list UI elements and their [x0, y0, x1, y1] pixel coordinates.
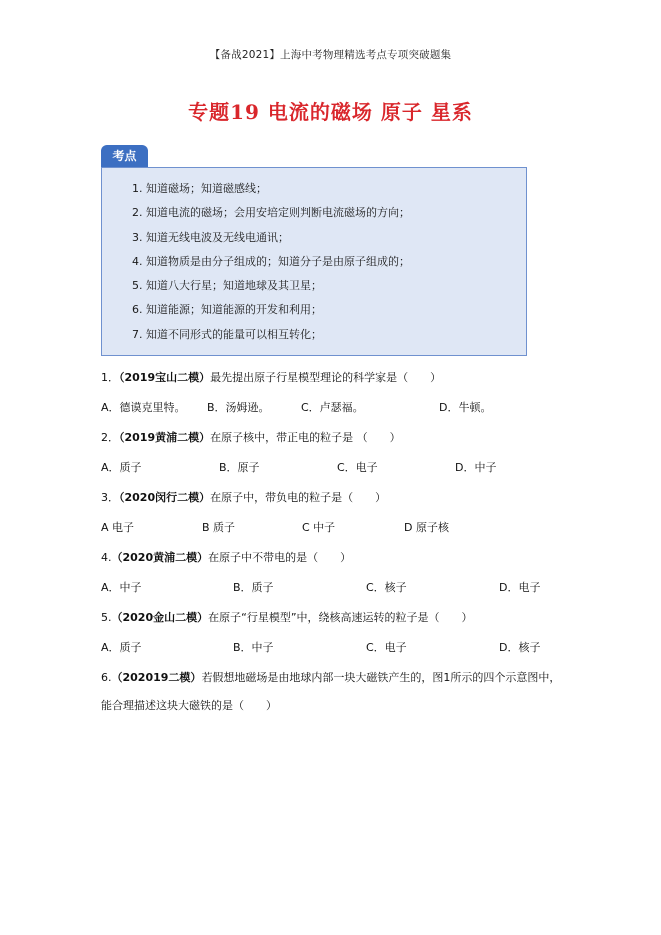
kaodian-tag: 考点	[101, 145, 148, 167]
option-b: B．原子	[219, 461, 260, 474]
kaodian-list	[132, 177, 410, 347]
question-5-options	[101, 639, 561, 655]
option-a: A．质子	[101, 461, 142, 474]
question-6-line-2: 能合理描述这块大磁铁的是（ ）	[101, 699, 277, 712]
option-b: B．质子	[233, 581, 274, 594]
option-a: A 电子	[101, 521, 135, 534]
question-1-options	[101, 399, 561, 415]
kaodian-item: 3. 知道无线电波及无线电通讯；	[132, 230, 289, 244]
kaodian-item: 1. 知道磁场；知道磁感线；	[132, 182, 267, 195]
question-5: 5.（2020金山二模）在原子“行星模型”中，绕核高速运转的粒子是（ ）	[101, 611, 473, 624]
option-c: C．卢瑟福。	[301, 401, 364, 414]
option-d: D．中子	[455, 461, 497, 474]
option-a: A．质子	[101, 641, 142, 654]
question-1: 1．（2019宝山二模）最先提出原子行星模型理论的科学家是（ ）	[101, 371, 442, 384]
question-3: 3．（2020闵行二模）在原子中，带负电的粒子是（ ）	[101, 491, 387, 504]
question-4-options	[101, 579, 561, 595]
option-c: C．电子	[366, 641, 407, 654]
option-c: C．电子	[337, 461, 378, 474]
question-6: 6.（202019二模）若假想地磁场是由地球内部一块大磁铁产生的，图1所示的四个示意图中，	[101, 671, 561, 684]
option-c: C 中子	[302, 521, 336, 534]
kaodian-item: 5. 知道八大行星；知道地球及其卫星；	[132, 279, 322, 293]
option-d: D．电子	[499, 581, 541, 594]
page-title: 专题19 电流的磁场 原子 星系	[188, 100, 473, 124]
option-b: B．中子	[233, 641, 274, 654]
option-b: B．汤姆逊。	[207, 401, 270, 414]
option-a: A．德谟克里特。	[101, 401, 186, 414]
question-4: 4.（2020黄浦二模）在原子中不带电的是（ ）	[101, 551, 352, 564]
option-b: B 质子	[202, 521, 236, 534]
option-d: D 原子核	[404, 521, 449, 534]
option-d: D．核子	[499, 641, 541, 654]
question-2: 2．（2019黄浦二模）在原子核中，带正电的粒子是 （ ）	[101, 431, 401, 444]
kaodian-item: 7. 知道不同形式的能量可以相互转化；	[132, 327, 322, 341]
kaodian-box	[101, 167, 527, 356]
question-3-options	[101, 519, 561, 535]
kaodian-item: 2. 知道电流的磁场；会用安培定则判断电流磁场的方向；	[132, 206, 410, 220]
kaodian-item: 6. 知道能源；知道能源的开发和利用；	[132, 303, 322, 317]
option-c: C．核子	[366, 581, 407, 594]
question-2-options	[101, 459, 561, 475]
page-header: 【备战2021】上海中考物理精选考点专项突破题集	[209, 49, 452, 61]
option-a: A．中子	[101, 581, 142, 594]
option-d: D．牛顿。	[439, 401, 492, 414]
kaodian-item: 4. 知道物质是由分子组成的；知道分子是由原子组成的；	[132, 254, 410, 268]
